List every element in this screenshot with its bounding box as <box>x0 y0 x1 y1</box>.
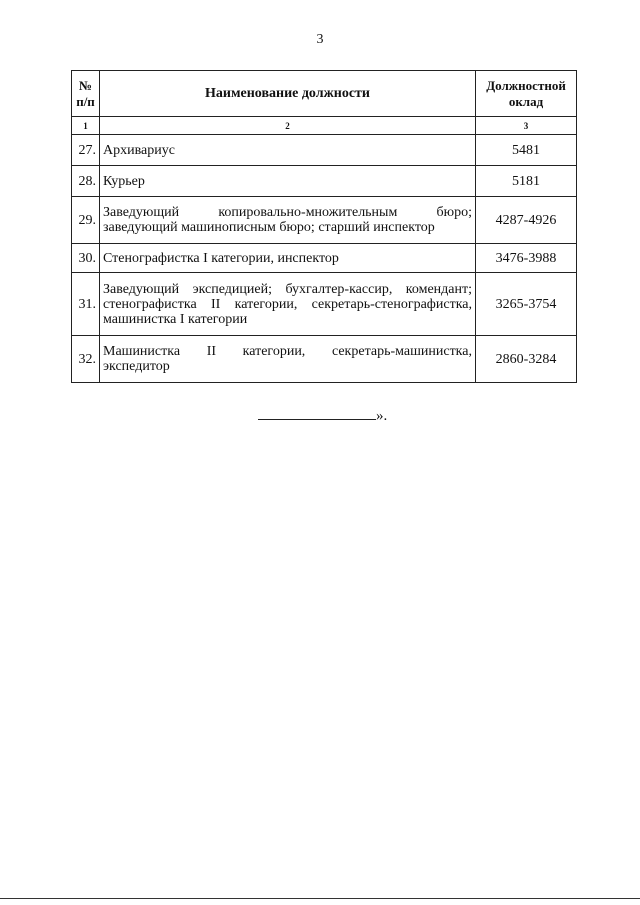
position-name: Архивариус <box>100 135 476 166</box>
column-index-row <box>72 117 577 135</box>
table-row <box>72 336 577 383</box>
position-name: Заведующий экспедицией; бухгалтер-кассир, комендант; стенографистка II категории, секретарь-стенографистка, машинистка I категории <box>100 273 476 336</box>
closing-quote-mark: ». <box>376 408 388 424</box>
positions-salary-table <box>71 70 577 383</box>
position-name: Стенографистка I категории, инспектор <box>100 244 476 273</box>
table-header-row <box>72 71 577 117</box>
row-number: 32. <box>72 336 100 383</box>
column-index: 1 <box>72 117 100 135</box>
position-name: Заведующий копировально-множительным бюро; заведующий машинописным бюро; старший инспектор <box>100 197 476 244</box>
column-index: 2 <box>100 117 476 135</box>
salary-value: 3476-3988 <box>476 244 577 273</box>
salary-value: 2860-3284 <box>476 336 577 383</box>
header-salary: Должностной оклад <box>476 71 577 117</box>
row-number: 29. <box>72 197 100 244</box>
salary-value: 4287-4926 <box>476 197 577 244</box>
position-name: Машинистка II категории, секретарь-машинистка, экспедитор <box>100 336 476 383</box>
table-row <box>72 244 577 273</box>
row-number: 27. <box>72 135 100 166</box>
table-row <box>72 135 577 166</box>
row-number: 31. <box>72 273 100 336</box>
row-number: 30. <box>72 244 100 273</box>
row-number: 28. <box>72 166 100 197</box>
salary-value: 3265-3754 <box>476 273 577 336</box>
bottom-edge-line <box>0 898 640 899</box>
table-row <box>72 273 577 336</box>
page-number: 3 <box>316 32 324 47</box>
closing-line <box>258 405 387 425</box>
position-name: Курьер <box>100 166 476 197</box>
signature-blank-line <box>258 405 376 420</box>
header-position-name: Наименование должности <box>100 71 476 117</box>
header-number: № п/п <box>72 71 100 117</box>
salary-value: 5181 <box>476 166 577 197</box>
salary-value: 5481 <box>476 135 577 166</box>
table-row <box>72 166 577 197</box>
table-row <box>72 197 577 244</box>
column-index: 3 <box>476 117 577 135</box>
